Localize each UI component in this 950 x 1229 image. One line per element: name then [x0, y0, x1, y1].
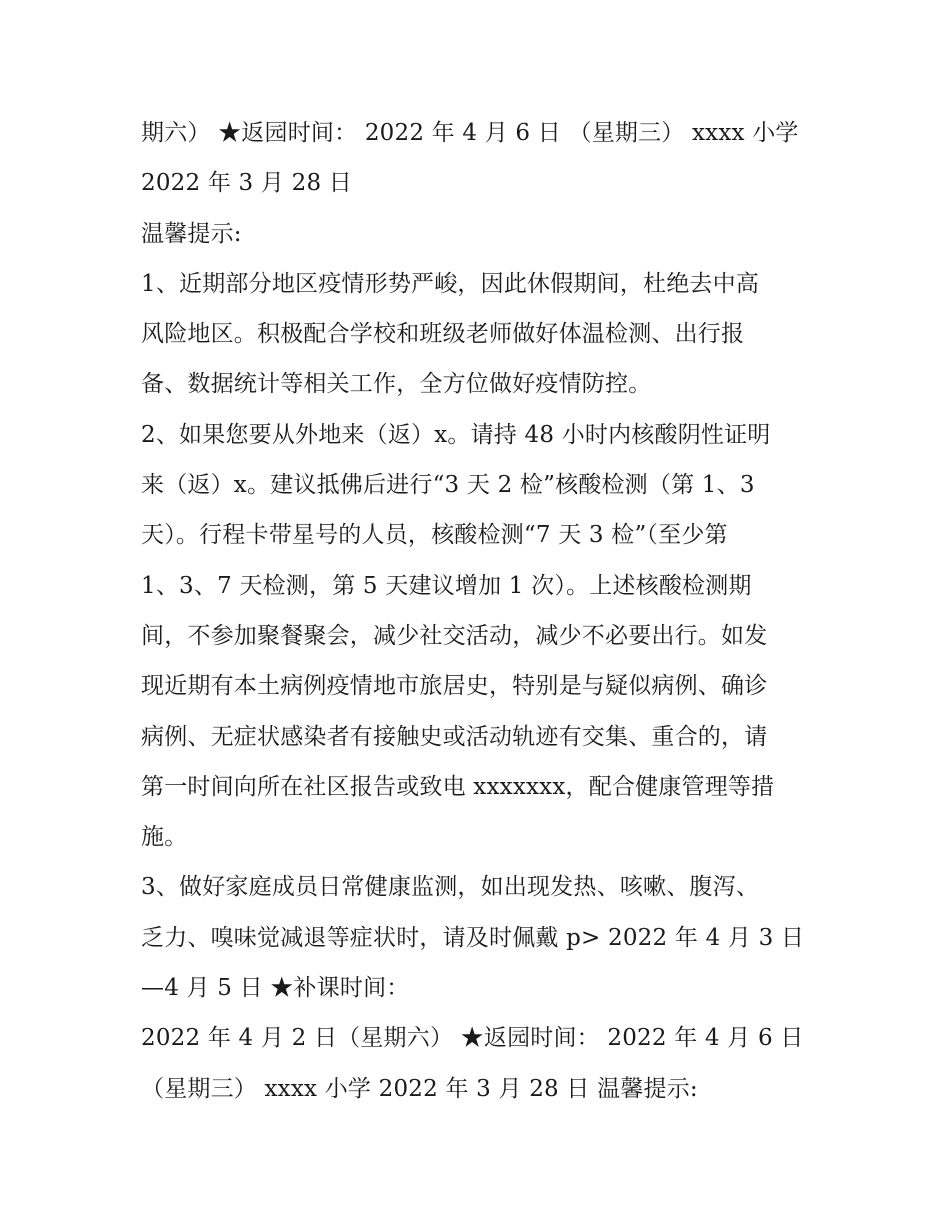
text-line: 2022 年 3 月 28 日 — [141, 170, 352, 197]
text-line: —4 月 5 日 ★补课时间： — [141, 975, 410, 1002]
text-line: 温馨提示: — [141, 220, 242, 247]
text-line: 风险地区。积极配合学校和班级老师做好体温检测、出行报 — [141, 321, 745, 348]
text-line: 2022 年 4 月 2 日（星期六） ★返园时间： 2022 年 4 月 6 日 — [141, 1025, 804, 1052]
text-line: 乏力、嗅味觉减退等症状时，请及时佩戴 p> 2022 年 4 月 3 日 — [141, 924, 805, 951]
text-line: 间，不参加聚餐聚会，减少社交活动，减少不必要出行。如发 — [141, 622, 768, 649]
text-line: 第一时间向所在社区报告或致电 xxxxxxx，配合健康管理等措 — [141, 773, 775, 800]
text-line: 3、做好家庭成员日常健康监测，如出现发热、咳嗽、腹泻、 — [141, 874, 760, 901]
text-line: 现近期有本土病例疫情地市旅居史，特别是与疑似病例、确诊 — [141, 673, 768, 700]
text-line: 1、3、7 天检测，第 5 天建议增加 1 次）。上述核酸检测期 — [141, 572, 752, 599]
document-body — [141, 108, 816, 1114]
text-line: 施。 — [141, 824, 188, 851]
text-line: 期六） ★返园时间： 2022 年 4 月 6 日 （星期三） xxxx 小学 — [141, 120, 799, 146]
text-line: 来（返）x。建议抵佛后进行“3 天 2 检”核酸检测（第 1、3 — [141, 472, 755, 499]
text-line: 天）。行程卡带星号的人员，核酸检测“7 天 3 检”（至少第 — [141, 522, 728, 549]
text-line: （星期三） xxxx 小学 2022 年 3 月 28 日 温馨提示: — [141, 1075, 698, 1102]
text-line: 1、近期部分地区疫情形势严峻，因此休假期间，杜绝去中高 — [141, 270, 760, 297]
text-line: 2、如果您要从外地来（返）x。请持 48 小时内核酸阴性证明 — [141, 421, 771, 448]
text-line: 备、数据统计等相关工作，全方位做好疫情防控。 — [141, 371, 652, 398]
text-line: 病例、无症状感染者有接触史或活动轨迹有交集、重合的，请 — [141, 723, 768, 750]
